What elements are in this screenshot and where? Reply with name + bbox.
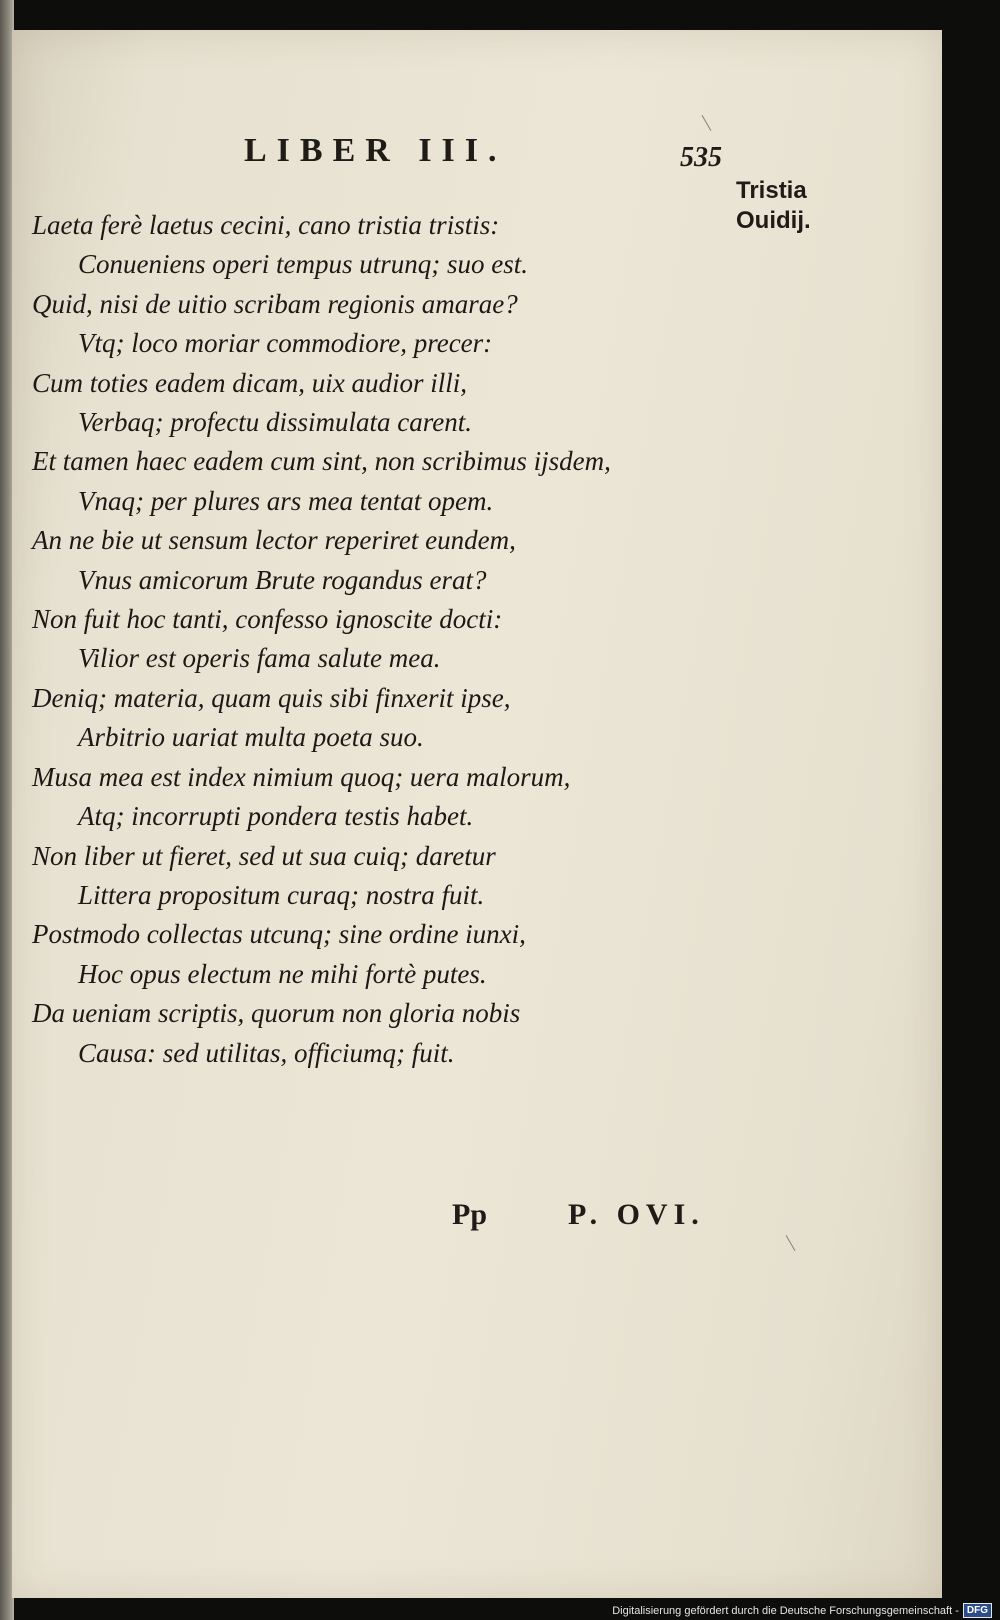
paper-mark bbox=[702, 115, 712, 131]
running-header: LIBER III. bbox=[244, 132, 507, 169]
dfg-logo: DFG bbox=[963, 1603, 992, 1618]
poem-text bbox=[32, 206, 672, 1073]
marginal-note-line: Ouidij. bbox=[736, 207, 811, 234]
poem-line: Postmodo collectas utcunq; sine ordine iunxi, bbox=[32, 919, 526, 950]
poem-line: Littera propositum curaq; nostra fuit. bbox=[78, 879, 485, 910]
poem-line: Laeta ferè laetus cecini, cano tristia tristis: bbox=[32, 210, 500, 240]
page-number: 535 bbox=[680, 142, 722, 173]
poem-line: Conueniens operi tempus utrunq; suo est. bbox=[78, 249, 528, 280]
signature-mark: Pp bbox=[452, 1198, 488, 1231]
poem-line: Vnaq; per plures ars mea tentat opem. bbox=[78, 485, 494, 516]
poem-line: An ne bie ut sensum lector reperiret eundem, bbox=[32, 525, 516, 556]
poem-line: Musa mea est index nimium quoq; uera malorum, bbox=[32, 761, 571, 792]
poem-line: Verbaq; profectu dissimulata carent. bbox=[78, 407, 472, 438]
poem-line: Causa: sed utilitas, officiumq; fuit. bbox=[78, 1037, 455, 1068]
poem-line: Non liber ut fieret, sed ut sua cuiq; daretur bbox=[32, 840, 496, 871]
poem-line: Deniq; materia, quam quis sibi finxerit ipse, bbox=[32, 682, 511, 713]
poem-line: Cum toties eadem dicam, uix audior illi, bbox=[32, 367, 467, 398]
paper-mark bbox=[786, 1235, 796, 1251]
catchword: P. OVI. bbox=[568, 1198, 705, 1231]
poem-line: Vilior est operis fama salute mea. bbox=[78, 643, 441, 674]
poem-line: Non fuit hoc tanti, confesso ignoscite docti: bbox=[32, 604, 503, 635]
poem-line: Et tamen haec eadem cum sint, non scribimus ijsdem, bbox=[32, 446, 611, 477]
marginal-note-line: Tristia bbox=[736, 177, 807, 204]
poem-line: Vtq; loco moriar commodiore, precer: bbox=[78, 328, 493, 359]
poem-line: Hoc opus electum ne mihi fortè putes. bbox=[78, 958, 487, 989]
credit-text: Digitalisierung gefördert durch die Deutsche Forschungsgemeinschaft - bbox=[612, 1604, 959, 1617]
marginal-note bbox=[736, 176, 856, 236]
poem-line: Quid, nisi de uitio scribam regionis amarae? bbox=[32, 288, 518, 319]
digitization-credit bbox=[612, 1603, 992, 1618]
poem-line: Vnus amicorum Brute rogandus erat? bbox=[78, 564, 487, 595]
poem-line: Da ueniam scriptis, quorum non gloria nobis bbox=[32, 998, 521, 1029]
book-page bbox=[12, 30, 942, 1598]
poem-line: Atq; incorrupti pondera testis habet. bbox=[78, 801, 474, 832]
poem-line: Arbitrio uariat multa poeta suo. bbox=[78, 722, 424, 753]
